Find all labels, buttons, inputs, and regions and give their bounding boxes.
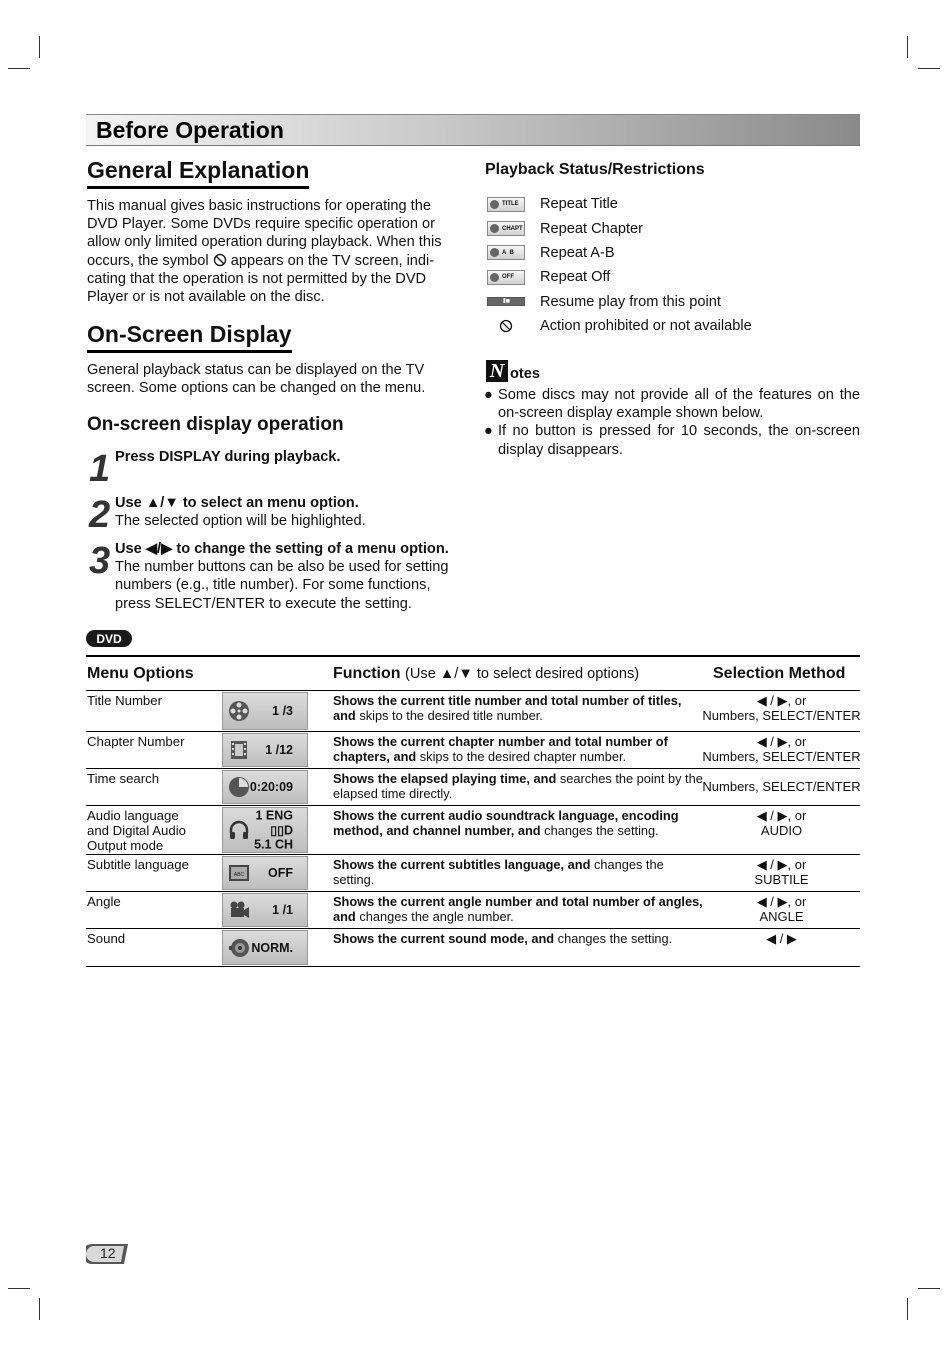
crop-mark <box>907 1298 908 1320</box>
prohibited-icon <box>213 253 227 267</box>
crop-mark <box>907 36 908 58</box>
headphones-icon <box>228 819 250 841</box>
crop-mark <box>39 1298 40 1320</box>
osd-heading: On-Screen Display <box>87 322 292 353</box>
repeat-title-icon: TITLE <box>487 197 525 212</box>
subtitle-icon <box>228 862 250 884</box>
table-row: Audio language and Digital Audio Output mode 1 ENG ▯▯D 5.1 CH Shows the current audio soundtrack language, encoding method, and channel number, and changes the setting. ◀ / ▶, or AUDIO <box>86 806 860 855</box>
repeat-off-icon: OFF <box>487 270 525 285</box>
step-1: Press DISPLAY during playback. <box>115 449 341 465</box>
notes-list <box>484 386 860 459</box>
status-item: A B Repeat A-B <box>486 241 866 265</box>
step-number: 3 <box>89 540 111 582</box>
disc-icon <box>228 700 250 722</box>
svg-text:ABC: ABC <box>233 872 245 878</box>
table-row: Time search 0:20:09 Shows the elapsed playing time, and searches the point by the elapsed time directly. Numbers, SELECT/ENTER <box>86 769 860 806</box>
crop-mark <box>918 1288 940 1289</box>
header-menu-options: Menu Options <box>87 665 194 682</box>
notes-icon: N <box>486 360 508 382</box>
table-row: Subtitle language ABC OFF Shows the current subtitles language, and changes the setting. ◀ / ▶, or SUBTILE <box>86 855 860 892</box>
table-header <box>86 657 860 691</box>
crop-mark <box>8 68 30 69</box>
table-row: Title Number 1 /3 Shows the current title number and total number of titles, and skips to the desired title number. ◀ / ▶, or Numbers, SELECT/ENTER <box>86 691 860 732</box>
osd-display: 0:20:09 <box>222 770 308 804</box>
resume-icon: II ■ <box>487 297 525 306</box>
speaker-icon <box>228 937 250 959</box>
repeat-ab-icon: A B <box>487 245 525 260</box>
status-item: CHAPT Repeat Chapter <box>486 216 866 240</box>
dvd-tag: DVD <box>86 630 132 647</box>
status-item: Action prohibited or not available <box>486 314 866 338</box>
note-item: ● If no button is pressed for 10 seconds, the on-screen display disappears. <box>484 423 860 458</box>
table-row: Sound NORM. Shows the current sound mode, and changes the setting. ◀ / ▶ <box>86 929 860 967</box>
note-item: ● Some discs may not provide all of the features on the on-screen display example shown below. <box>484 387 860 422</box>
osd-operation-heading: On-screen display operation <box>87 414 344 435</box>
table-row: Chapter Number 1 /12 Shows the current chapter number and total number of chapters, and skips to the desired chapter number. ◀ / ▶, or Numbers, SELECT/ENTER <box>86 732 860 769</box>
step-3: Use ◀/▶ to change the setting of a menu option. The number buttons can be also be used for setting numbers (e.g., title number). For some functions, press SELECT/ENTER to execute the setting. <box>115 541 449 612</box>
status-item: OFF Repeat Off <box>486 265 866 289</box>
osd-display: 1 /1 <box>222 893 308 927</box>
clock-icon <box>228 776 250 798</box>
step-number: 2 <box>89 494 111 536</box>
status-item: II ■ Resume play from this point <box>486 290 866 314</box>
camera-icon <box>228 899 250 921</box>
osd-display: NORM. <box>222 930 308 965</box>
section-banner <box>86 114 860 146</box>
notes-heading: N otes <box>486 360 540 382</box>
crop-mark <box>39 36 40 58</box>
header-function: Function (Use ▲/▼ to select desired options) <box>333 665 640 682</box>
osd-text: General playback status can be displayed on the TV screen. Some options can be changed on the menu. <box>87 362 426 397</box>
crop-mark <box>918 68 940 69</box>
playback-status-list <box>486 192 866 338</box>
step-2: Use ▲/▼ to select an menu option. The selected option will be highlighted. <box>115 495 366 530</box>
osd-display: 1 /3 <box>222 692 308 730</box>
film-icon <box>228 739 250 761</box>
status-item: TITLE Repeat Title <box>486 192 866 216</box>
crop-mark <box>8 1288 30 1289</box>
prohibited-icon <box>499 319 513 333</box>
page-number: 12 <box>100 1245 116 1261</box>
step-number: 1 <box>89 448 111 490</box>
general-explanation-heading: General Explanation <box>87 158 309 189</box>
osd-display: ABC OFF <box>222 856 308 890</box>
general-explanation-text: This manual gives basic instructions for operating the DVD Player. Some DVDs require specific operation or allow only limited operation during playback. When this occurs, the symbol appears on the TV screen, indi- cating that the operation is not permitted by the DVD Player or is not available on the disc. <box>87 198 442 306</box>
osd-display: 1 /12 <box>222 733 308 767</box>
osd-display: 1 ENG ▯▯D 5.1 CH <box>222 807 308 853</box>
header-selection-method: Selection Method <box>713 665 846 682</box>
table-row: Angle 1 /1 Shows the current angle number and total number of angles, and changes the angle number. ◀ / ▶, or ANGLE <box>86 892 860 929</box>
repeat-chapter-icon: CHAPT <box>487 221 525 236</box>
section-title: Before Operation <box>96 117 284 143</box>
playback-status-heading: Playback Status/Restrictions <box>485 161 705 178</box>
menu-options-table <box>86 655 860 967</box>
